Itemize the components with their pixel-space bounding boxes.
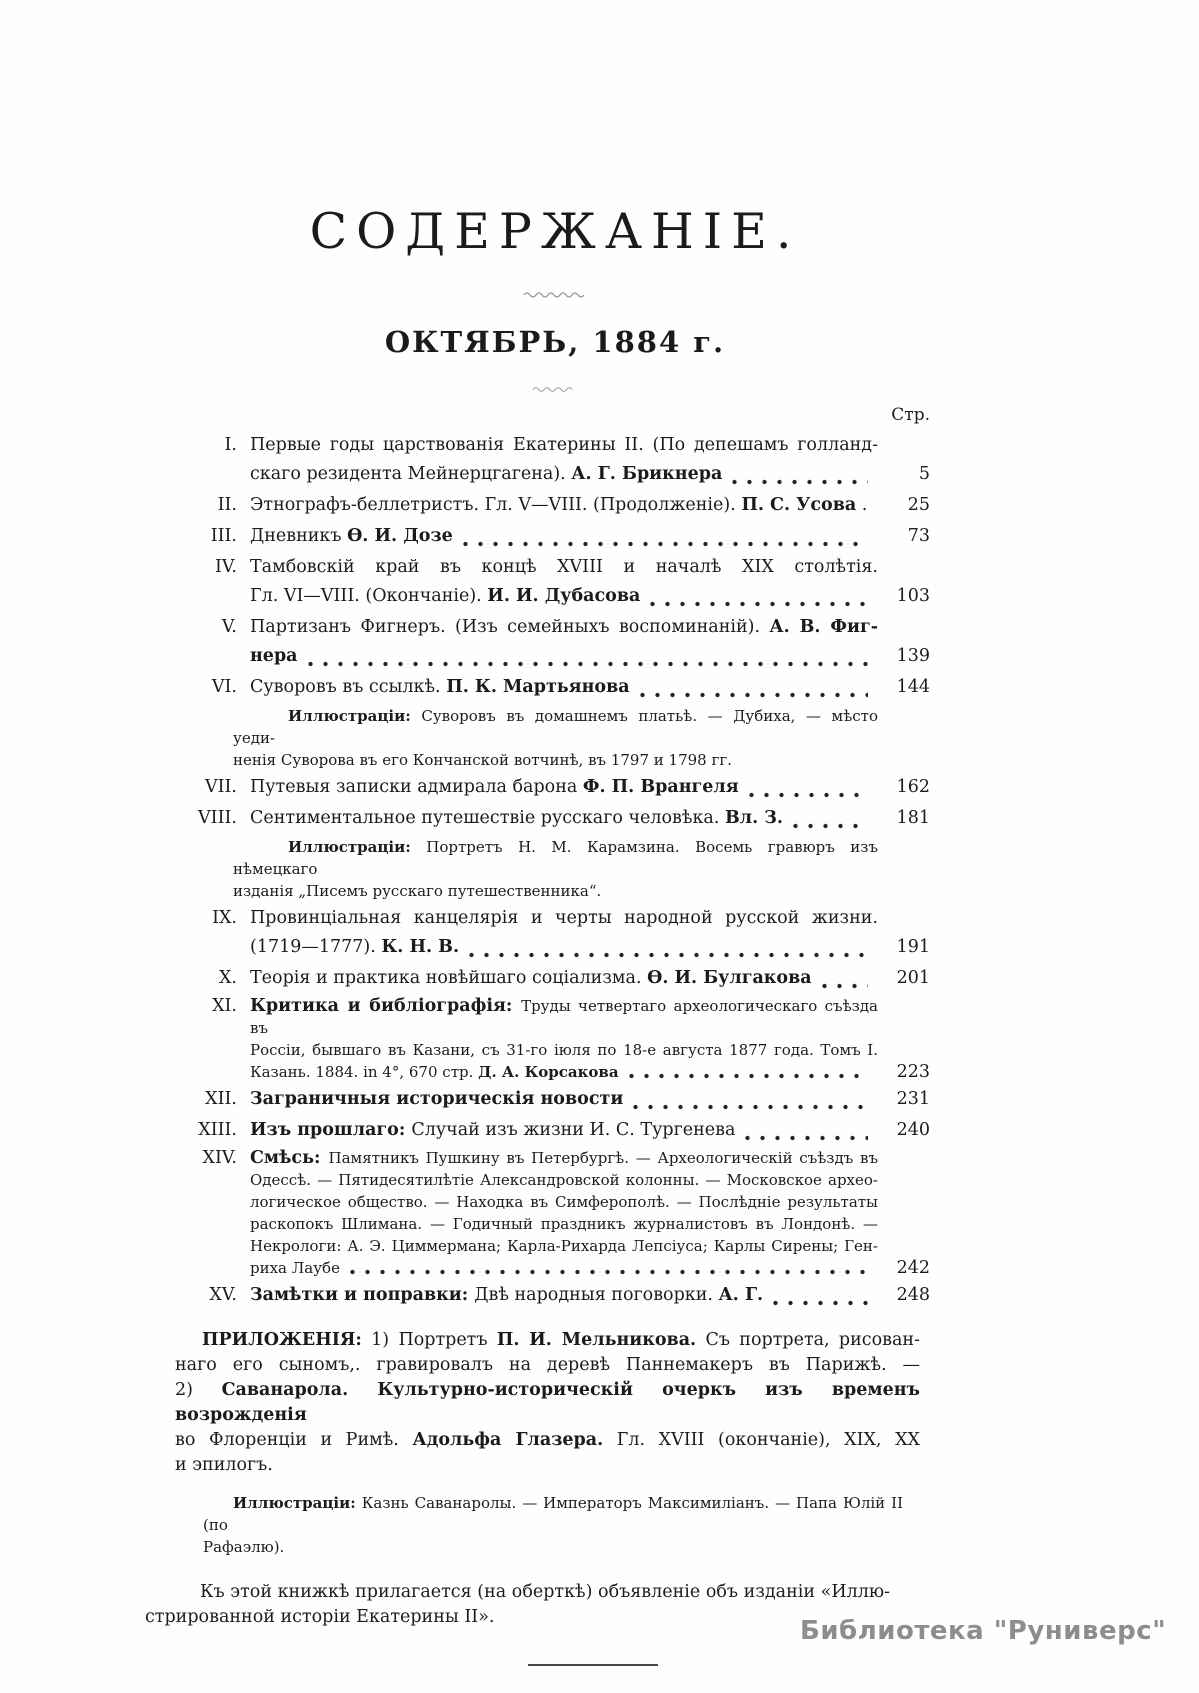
entry-text <box>250 904 878 933</box>
entry-text-segment: Адольфа Глазера. <box>412 1430 604 1450</box>
toc-entry <box>140 613 930 671</box>
entry-number: X. <box>218 968 237 988</box>
issue-subtitle: ОКТЯБРЬ, 1884 г. <box>384 325 726 359</box>
entry-text-segment: Рафаэлю). <box>203 1538 285 1556</box>
entry-text-segment: Путевыя записки адмирала барона <box>250 777 583 797</box>
paragraph-line <box>203 1536 903 1558</box>
entry-text-segment: Первые годы царствованія Екатерины II. (По депешамъ голланд- <box>250 435 878 455</box>
entry-text-segment: Сентиментальное путешествіе русскаго человѣка. <box>250 808 725 828</box>
entry-text-segment: Партизанъ Фигнеръ. (Изъ семейныхъ воспоминаній). <box>250 617 770 637</box>
entry-text-segment: ПРИЛОЖЕНІЯ: <box>202 1330 362 1350</box>
paragraph-line <box>145 1605 890 1630</box>
dot-leader <box>469 952 868 958</box>
entry-text-segment: Казнь Саванаролы. — Императоръ Максимиліанъ. — Папа Юлій II (по <box>203 1494 903 1534</box>
dot-leader <box>745 1135 868 1141</box>
toc-entry <box>140 904 930 962</box>
entry-text-segment: Суворовъ въ ссылкѣ. <box>250 677 447 697</box>
entry-text-segment: Случай изъ жизни И. С. Тургенева <box>411 1120 736 1140</box>
entry-text <box>250 1281 878 1310</box>
entry-number: XIII. <box>198 1120 237 1140</box>
dot-leader <box>822 983 868 989</box>
entry-text-segment: Къ этой книжкѣ прилагается (на оберткѣ) объявленіе объ изданіи «Иллю- <box>200 1582 890 1602</box>
entry-text-segment: Саванарола. Культурно-историческій очеркъ изъ временъ возрожденія <box>175 1380 920 1425</box>
toc-entry <box>140 964 930 993</box>
entry-text <box>250 933 878 962</box>
toc-entry <box>140 522 930 551</box>
entry-text <box>250 1116 878 1145</box>
header <box>0 0 1110 393</box>
entry-text <box>250 1169 878 1191</box>
entry-text <box>233 836 878 880</box>
entry-text <box>250 491 878 520</box>
paragraph-line <box>175 1328 920 1353</box>
page-number: 162 <box>896 777 930 797</box>
entry-number: IX. <box>212 908 237 928</box>
entry-text <box>250 1039 878 1061</box>
toc-entry <box>140 491 930 520</box>
page-number: 144 <box>896 677 930 697</box>
entry-text <box>250 1085 878 1114</box>
toc-entry <box>140 553 930 611</box>
page-title: СОДЕРЖАНІЕ. <box>309 203 801 260</box>
page-number: 139 <box>896 646 930 666</box>
toc-line <box>140 880 930 902</box>
toc-entry <box>140 773 930 802</box>
entry-text-segment: П. К. Мартьянова <box>446 677 630 697</box>
toc-illustrations-note <box>140 836 930 902</box>
entry-text-segment: Заграничныя историческія новости <box>250 1089 624 1109</box>
entry-text <box>233 749 878 771</box>
toc-line <box>140 804 930 833</box>
entry-number: XI. <box>212 996 237 1016</box>
paragraph-line <box>175 1353 920 1378</box>
entry-text-segment: Россіи, бывшаго въ Казани, съ 31-го іюля по 18-е августа 1877 года. Томъ I. <box>250 1041 878 1059</box>
entry-text-segment: во Флоренціи и Римѣ. <box>175 1430 413 1450</box>
ornament-squiggle-icon <box>523 290 587 299</box>
entry-text-segment: И. И. Дубасова <box>487 586 641 606</box>
entry-text-segment: Труды четвертаго археологическаго съѣзда въ <box>250 997 878 1037</box>
paragraph-line <box>203 1492 903 1536</box>
entry-text-segment: ненія Суворова въ его Кончанской вотчинѣ, въ 1797 и 1798 гг. <box>233 751 732 769</box>
toc-line <box>140 933 930 962</box>
page-number: 5 <box>918 464 930 484</box>
toc-line <box>140 582 930 611</box>
entry-text-segment: нера <box>250 646 298 666</box>
toc-entry <box>140 1147 930 1279</box>
entry-text-segment: наго его сыномъ,. гравировалъ на деревѣ Паннемакеръ въ Парижѣ. — <box>175 1355 920 1375</box>
entry-number: III. <box>210 526 237 546</box>
entry-text-segment: Смѣсь: <box>250 1148 329 1168</box>
entry-text-segment: Казань. 1884. in 4°, 670 стр. <box>250 1063 479 1081</box>
dot-leader <box>650 601 868 607</box>
paragraph-line <box>145 1580 890 1605</box>
entry-text <box>250 522 878 551</box>
entry-text-segment: Д. А. Корсакова <box>478 1063 619 1081</box>
entry-text <box>250 582 878 611</box>
entry-text-segment: А. Г. Брикнера <box>571 464 723 484</box>
entry-text-segment: логическое общество. — Находка въ Симферополѣ. — Послѣдніе результаты <box>250 1193 878 1211</box>
toc-line <box>140 904 930 933</box>
page-number: 201 <box>896 968 930 988</box>
entry-text <box>250 642 878 671</box>
entry-text-segment: Иллюстраціи: <box>288 838 411 856</box>
entry-text-segment: Иллюстраціи: <box>288 707 411 725</box>
toc-line <box>140 1191 930 1213</box>
toc-entry <box>140 1085 930 1114</box>
toc-line <box>140 460 930 489</box>
dot-leader <box>640 692 868 698</box>
entry-text <box>250 995 878 1039</box>
toc-line <box>140 1213 930 1235</box>
entry-number: V. <box>221 617 237 637</box>
entry-text-segment: Провинціальная канцелярія и черты народной русской жизни. <box>250 908 878 928</box>
entry-text <box>250 804 878 833</box>
dot-leader <box>732 479 868 485</box>
toc-line <box>140 705 930 749</box>
entry-text-segment: Двѣ народныя поговорки. <box>474 1285 719 1305</box>
appendix-paragraph <box>140 1328 930 1478</box>
dot-leader <box>308 661 868 667</box>
appendix-illustrations-note <box>140 1492 930 1558</box>
toc-line <box>140 673 930 702</box>
dot-leader <box>350 1269 868 1275</box>
entry-text-segment: Памятникъ Пушкину въ Петербургѣ. — Археологическій съѣздъ въ <box>328 1149 878 1167</box>
entry-text-segment: Этнографъ-беллетристъ. Гл. V—VIII. (Продолженіе). <box>250 495 742 515</box>
entry-number: I. <box>224 435 237 455</box>
toc-entry <box>140 995 930 1083</box>
entry-text-segment: Вл. З. <box>724 808 783 828</box>
entry-text-segment: Изъ прошлаго: <box>250 1120 412 1140</box>
entry-text <box>250 613 878 642</box>
toc-line <box>140 613 930 642</box>
entry-text-segment: . <box>856 495 868 515</box>
page-number: 181 <box>896 808 930 828</box>
entry-number: XII. <box>205 1089 237 1109</box>
toc-line <box>140 1281 930 1310</box>
toc-entry <box>140 431 930 489</box>
entry-text <box>250 673 878 702</box>
toc-line <box>140 1039 930 1061</box>
page-number: 223 <box>896 1062 930 1082</box>
entry-text <box>250 431 878 460</box>
entry-text <box>233 705 878 749</box>
entry-text <box>250 1213 878 1235</box>
entry-number: VII. <box>204 777 237 797</box>
toc-line <box>140 1116 930 1145</box>
entry-text-segment: К. Н. В. <box>381 937 460 957</box>
toc-line <box>140 1147 930 1169</box>
dot-leader <box>773 1300 868 1306</box>
entry-text <box>250 1147 878 1169</box>
ornament-squiggle-small-icon <box>532 385 578 393</box>
entry-text <box>250 1235 878 1257</box>
entry-text-segment: (1719—1777). <box>250 937 382 957</box>
entry-text-segment: Одессѣ. — Пятидесятилѣтіе Александровской колонны. — Московское архео- <box>250 1171 878 1189</box>
entry-number: XIV. <box>202 1148 237 1168</box>
entry-text-segment: Иллюстраціи: <box>233 1494 356 1512</box>
entry-text-segment: Дневникъ <box>250 526 348 546</box>
toc-line <box>140 1235 930 1257</box>
entry-text-segment: стрированной исторіи Екатерины II». <box>145 1607 495 1627</box>
toc-line <box>140 995 930 1039</box>
dot-leader <box>629 1073 868 1079</box>
toc-line <box>140 642 930 671</box>
page-number: 248 <box>896 1285 930 1305</box>
entry-text-segment: А. Г. <box>718 1285 764 1305</box>
entry-number: IV. <box>214 557 237 577</box>
entry-number: VIII. <box>198 808 237 828</box>
entry-text-segment: и эпилогъ. <box>175 1455 273 1475</box>
toc-entry <box>140 1116 930 1145</box>
toc-line <box>140 553 930 582</box>
page-number: 103 <box>896 586 930 606</box>
toc-line <box>140 1169 930 1191</box>
entry-text <box>250 1257 878 1279</box>
entry-text-segment: П. И. Мельникова. <box>496 1330 697 1350</box>
page-number: 240 <box>896 1120 930 1140</box>
entry-text-segment: Ѳ. И. Булгакова <box>647 968 812 988</box>
toc-line <box>140 964 930 993</box>
entry-number: VI. <box>211 677 237 697</box>
entry-text <box>233 880 878 902</box>
page-number: 231 <box>896 1089 930 1109</box>
toc-entry <box>140 673 930 702</box>
entry-number: XV. <box>209 1285 237 1305</box>
toc-line <box>140 749 930 771</box>
entry-text-segment: Гл. XVIII (окончаніе), XIX, XX <box>603 1430 920 1450</box>
entry-text <box>250 773 878 802</box>
dot-leader <box>793 823 868 829</box>
toc-entry <box>140 1281 930 1310</box>
toc-line <box>140 773 930 802</box>
entry-text <box>250 1061 878 1083</box>
entry-text-segment: А. В. Фиг- <box>769 617 878 637</box>
toc-line <box>140 836 930 880</box>
entry-text-segment: Ѳ. И. Дозе <box>347 526 453 546</box>
toc-line <box>140 491 930 520</box>
toc-line <box>140 431 930 460</box>
divider-rule <box>528 1664 658 1666</box>
page-number: 73 <box>907 526 930 546</box>
entry-text <box>250 553 878 582</box>
toc-line <box>140 522 930 551</box>
entry-text-segment: Съ портрета, рисован- <box>696 1330 920 1350</box>
entry-text-segment: Критика и библіографія: <box>250 996 522 1016</box>
entry-number: II. <box>217 495 237 515</box>
toc-illustrations-note <box>140 705 930 771</box>
entry-text <box>250 460 878 489</box>
toc-list <box>140 431 930 1310</box>
dot-leader <box>463 541 868 547</box>
page-number: 25 <box>907 495 930 515</box>
page-number: 191 <box>896 937 930 957</box>
entry-text <box>250 964 878 993</box>
entry-text-segment: 2) <box>175 1380 222 1400</box>
dot-leader <box>749 792 868 798</box>
entry-text-segment: скаго резидента Мейнерцгагена). <box>250 464 572 484</box>
entry-text-segment: Теорія и практика новѣйшаго соціализма. <box>250 968 648 988</box>
entry-text-segment: изданія „Писемъ русскаго путешественника“. <box>233 882 602 900</box>
entry-text-segment: Тамбовскій край въ концѣ XVIII и началѣ XIX столѣтія. <box>250 557 878 577</box>
entry-text <box>250 1191 878 1213</box>
entry-text-segment: риха Лаубе <box>250 1259 340 1277</box>
entry-text-segment: Замѣтки и поправки: <box>250 1285 475 1305</box>
entry-text-segment: Некрологи: А. Э. Циммермана; Карла-Рихарда Лепсіуса; Карлы Сирены; Ген- <box>250 1237 878 1255</box>
toc-line <box>140 1085 930 1114</box>
dot-leader <box>633 1104 868 1110</box>
paragraph-line <box>175 1378 920 1428</box>
entry-text-segment: раскопокъ Шлимана. — Годичный праздникъ журналистовъ въ Лондонѣ. — <box>250 1215 878 1233</box>
entry-text-segment: Портретъ Н. М. Карамзина. Восемь гравюръ изъ нѣмецкаго <box>233 838 878 878</box>
entry-text-segment: Гл. VI—VIII. (Окончаніе). <box>250 586 488 606</box>
entry-text-segment: Суворовъ въ домашнемъ платьѣ. — Дубиха, — мѣсто уеди- <box>233 707 878 747</box>
entry-text-segment: Ф. П. Врангеля <box>582 777 739 797</box>
entry-text-segment: П. С. Усова <box>741 495 857 515</box>
toc-entry <box>140 804 930 833</box>
runivers-watermark: Библиотека "Руниверс" <box>800 1616 1167 1646</box>
toc-line <box>140 1257 930 1279</box>
paragraph-line <box>175 1428 920 1453</box>
page-number: 242 <box>896 1258 930 1278</box>
entry-text-segment: 1) Портретъ <box>361 1330 497 1350</box>
paragraph-line <box>175 1453 920 1478</box>
page-column-header: Стр. <box>891 405 930 425</box>
toc-line <box>140 1061 930 1083</box>
